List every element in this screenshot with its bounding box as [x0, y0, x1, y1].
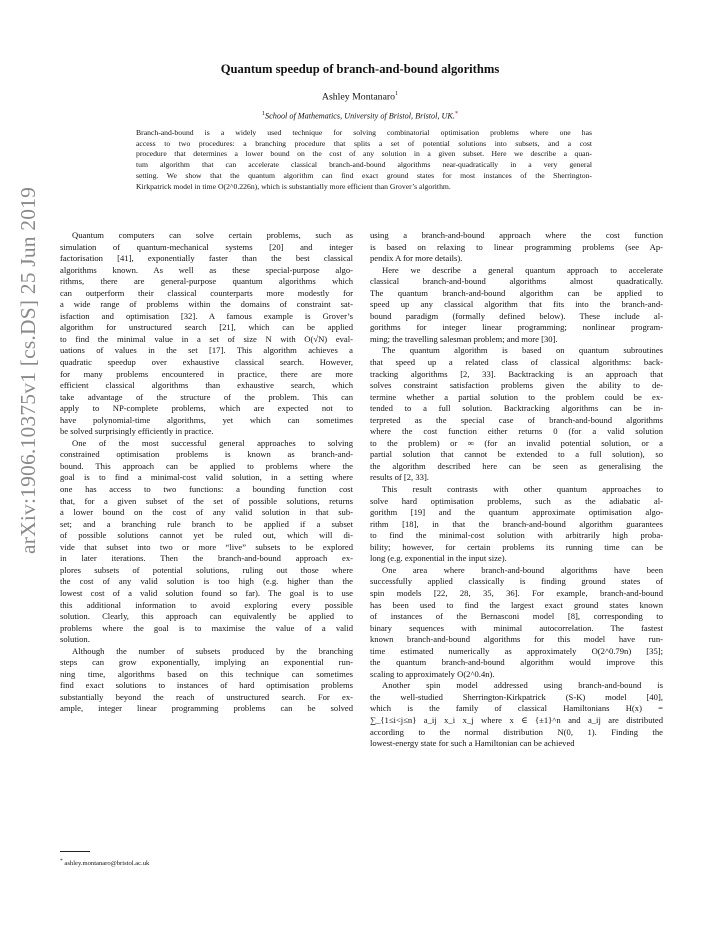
- body-line: known branch-and-bound algorithms for this model have run-: [370, 634, 663, 645]
- body-line: that speed up a related class of classical algorithms: back-: [370, 357, 663, 368]
- body-line: uations of values in the set [17]. This algorithm achieves a: [60, 345, 353, 356]
- body-line: goal is to find a minimal-cost valid solution, in a setting where: [60, 472, 353, 483]
- abstract-line: Kirkpatrick model in time O(2^0.226n), which is substantially more efficient than Grover’s algorithm.: [136, 181, 451, 191]
- body-line: Quantum computers can solve certain problems, such as: [72, 230, 353, 240]
- body-line: steps can grow exponentially, implying an exponential run-: [60, 657, 353, 668]
- body-line: gorithms for integer linear programming; nonlinear program-: [370, 322, 663, 333]
- body-line: lowest-energy state for such a Hamiltonian can be achieved: [370, 738, 575, 749]
- body-line: according to the normal distribution N(0, 1). Finding the: [370, 726, 663, 737]
- body-line: results of [2, 33].: [370, 472, 429, 483]
- body-line: One of the most successful general approaches to solving: [72, 437, 353, 448]
- body-line: The quantum algorithm is based on quantum subroutines: [382, 345, 663, 356]
- body-line: successfully applied classically is finding ground states of: [370, 576, 663, 587]
- body-line: ming; the travelling salesman problem; and more [30].: [370, 333, 558, 344]
- body-line: partial solution that cannot be extended to a full solution), so: [370, 449, 663, 460]
- body-line: can outperform their classical counterparts more modestly for: [60, 287, 353, 298]
- body-line: the cost of any valid solution is too high (e.g. higher than the: [60, 576, 353, 587]
- body-line: one has access to two functions: a bounding function cost: [60, 484, 353, 495]
- body-line: bound. This approach can be applied to problems where the: [60, 460, 353, 471]
- body-line: Another spin model addressed using branch-and-bound is: [382, 680, 663, 691]
- footnote-mark: *: [60, 858, 63, 864]
- body-line: using a branch-and-bound approach where the cost function: [370, 230, 663, 240]
- footnote-rule: [60, 851, 90, 852]
- body-line: solves constraint satisfaction problems given the ability to de-: [370, 380, 663, 391]
- body-line: binary sequences with minimal autocorrelation. The fastest: [370, 622, 663, 633]
- body-line: classical branch-and-bound algorithms almost quadratically.: [370, 276, 663, 287]
- body-line: factorisation [41], exponentially faster than the best classical: [60, 253, 353, 264]
- body-line: for many problems encountered in practice, there are more: [60, 368, 353, 379]
- body-line: of instances of the Bernasconi model [8], corresponding to: [370, 611, 663, 622]
- body-line: rithms, there are general-purpose quantum algorithms which: [60, 276, 353, 287]
- body-line: find exact solutions to instances of hard optimisation problems: [60, 680, 353, 691]
- body-line: where the cost function either returns 0 (for a valid solution: [370, 426, 663, 437]
- body-line: solution.: [60, 634, 90, 645]
- left-column: [60, 230, 353, 715]
- body-line: a lower bound on the cost of any valid solution in that sub-: [60, 507, 353, 518]
- body-line: the algorithm described here can be seen as generalising the: [370, 460, 663, 471]
- body-line: ample, integer linear programming problems can be solved: [60, 703, 353, 714]
- affiliation-text: School of Mathematics, University of Bristol, Bristol, UK.: [265, 111, 455, 121]
- body-line: apply to NP-complete problems, which are expected not to: [60, 403, 353, 414]
- body-line: long (e.g. exponential in the input size).: [370, 553, 507, 564]
- body-line: in later iterations. Then the branch-and-bound approach ex-: [60, 553, 353, 564]
- arxiv-stamp[interactable]: arXiv:1906.10375v1 [cs.DS] 25 Jun 2019: [16, 186, 40, 554]
- body-line: rithm [18], in that the branch-and-bound algorithm guarantees: [370, 518, 663, 529]
- body-line: to find the minimal value in a set of size N with O(√N) eval-: [60, 333, 353, 344]
- body-line: that, for a given subset of the set of possible solutions, returns: [60, 495, 353, 506]
- abstract-line: Branch-and-bound is a widely used technique for solving combinatorial optimisation problems where one has: [136, 128, 592, 137]
- author-name: Ashley Montanaro: [321, 91, 396, 103]
- body-line: spin models [22, 28, 35, 36]. For example, branch-and-bound: [370, 587, 663, 598]
- body-line: time estimated numerically as approximately O(2^0.79n) [35];: [370, 645, 663, 656]
- body-line: have polynomial-time algorithms, yet which can sometimes: [60, 414, 353, 425]
- body-line: take advantage of the structure of the problem. This can: [60, 391, 353, 402]
- body-line: This result contrasts with other quantum approaches to: [382, 484, 663, 495]
- body-line: a wide range of problems within the domains of constraint sat-: [60, 299, 353, 310]
- body-line: this additional information to avoid exploring every possible: [60, 599, 353, 610]
- body-line: the well-studied Sherrington-Kirkpatrick (S-K) model [40],: [370, 691, 663, 702]
- body-line: gorithm [19] and the quantum approximate optimisation algo-: [370, 507, 663, 518]
- abstract-line: setting. We show that the quantum algorithm can find exact ground states for most instances of the Sherrington-: [136, 170, 592, 180]
- body-line: isfaction and optimisation [32]. A famous example is Grover’s: [60, 310, 353, 321]
- body-line: is based on relaxing to linear programming problems (see Ap-: [370, 241, 663, 252]
- body-line: One area where branch-and-bound algorithms have been: [382, 564, 663, 575]
- author-affil-mark: 1: [395, 91, 399, 97]
- abstract: [136, 128, 592, 192]
- body-line: be solved surprisingly efficiently in practice.: [60, 426, 214, 437]
- email-footnote-mark[interactable]: *: [454, 111, 458, 117]
- body-line: quadratic speedup over exhaustive classical search. However,: [60, 357, 353, 368]
- body-line: has been used to find the largest exact ground states known: [370, 599, 663, 610]
- body-line: set; and a branching rule branch to be applied if a subset: [60, 518, 353, 529]
- body-line: which is the family of classical Hamiltonians H(x) =: [370, 703, 663, 714]
- abstract-line: procedure that determines a lower bound on the cost of any solution in a given subset. Here we describe a quan-: [136, 149, 592, 159]
- body-line: of possible solutions cannot yet be ruled out, which will di-: [60, 530, 353, 541]
- affiliation: [120, 111, 600, 121]
- body-line: bound paradigm (formally defined below). These include al-: [370, 310, 663, 321]
- right-column: [370, 230, 663, 750]
- abstract-line: tum algorithm that can accelerate classical branch-and-bound algorithms near-quadratically in a very general: [136, 160, 592, 170]
- body-line: Here we describe a general quantum approach to accelerate: [382, 264, 663, 275]
- footnote-email[interactable]: ashley.montanaro@bristol.ac.uk: [64, 860, 150, 868]
- body-line: termine whether a partial solution to the problem could be ex-: [370, 391, 663, 402]
- body-line: vide that subset into two or more “live” subsets to be explored: [60, 541, 353, 552]
- abstract-line: access to two procedures: a branching procedure that splits a set of potential solutions into subsets, and a cost: [136, 138, 592, 148]
- body-line: algorithms known. As well as these special-purpose algo-: [60, 264, 353, 275]
- body-line: problems where the goal is to maximise the value of a valid: [60, 622, 353, 633]
- body-line: ning time, algorithms based on this technique can sometimes: [60, 668, 353, 679]
- body-line: bility; however, for certain problems its running time can be: [370, 541, 663, 552]
- footnote: [60, 858, 360, 867]
- body-line: to find the minimal-cost solution with arbitrarily high proba-: [370, 530, 663, 541]
- body-line: speed up any classical algorithm that fits into the branch-and-: [370, 299, 663, 310]
- body-line: ∑_{1≤i<j≤n} a_ij x_i x_j where x ∈ {±1}^n and a_ij are distributed: [370, 714, 663, 725]
- body-line: the quantum branch-and-bound algorithm would improve this: [370, 657, 663, 668]
- author-line: [120, 91, 600, 102]
- paper-title: Quantum speedup of branch-and-bound algorithms: [220, 62, 500, 76]
- body-line: plores subsets of potential solutions, ruling out those where: [60, 564, 353, 575]
- body-line: tracking algorithms [2, 33]. Backtracking is an approach that: [370, 368, 663, 379]
- body-line: lowest cost of a valid solution found so far). The goal is to use: [60, 587, 353, 598]
- body-line: algorithm for unstructured search [21], which can be applied: [60, 322, 353, 333]
- body-line: terpreted as the special case of branch-and-bound algorithms: [370, 414, 663, 425]
- affiliation-mark: 1: [262, 111, 266, 117]
- body-line: efficient classical algorithms than exhaustive search, which: [60, 380, 353, 391]
- body-line: tended to a full solution. Backtracking algorithms can be in-: [370, 403, 663, 414]
- body-line: solution. Clearly, this approach can equivalently be applied to: [60, 611, 353, 622]
- body-line: constrained optimisation problems is known as branch-and-: [60, 449, 353, 460]
- body-line: solve hard optimisation problems, such as the adiabatic al-: [370, 495, 663, 506]
- body-line: pendix A for more details).: [370, 253, 463, 264]
- body-line: to the problem) or ∞ (for an invalid potential solution, or a: [370, 437, 663, 448]
- body-line: The quantum branch-and-bound algorithm can be applied to: [370, 287, 663, 298]
- body-line: simulation of quantum-mechanical systems [20] and integer: [60, 241, 353, 252]
- body-line: Although the number of subsets produced by the branching: [72, 645, 353, 656]
- body-line: scaling to approximately O(2^0.4n).: [370, 668, 495, 679]
- body-line: substantially beyond the reach of unstructured search. For ex-: [60, 691, 353, 702]
